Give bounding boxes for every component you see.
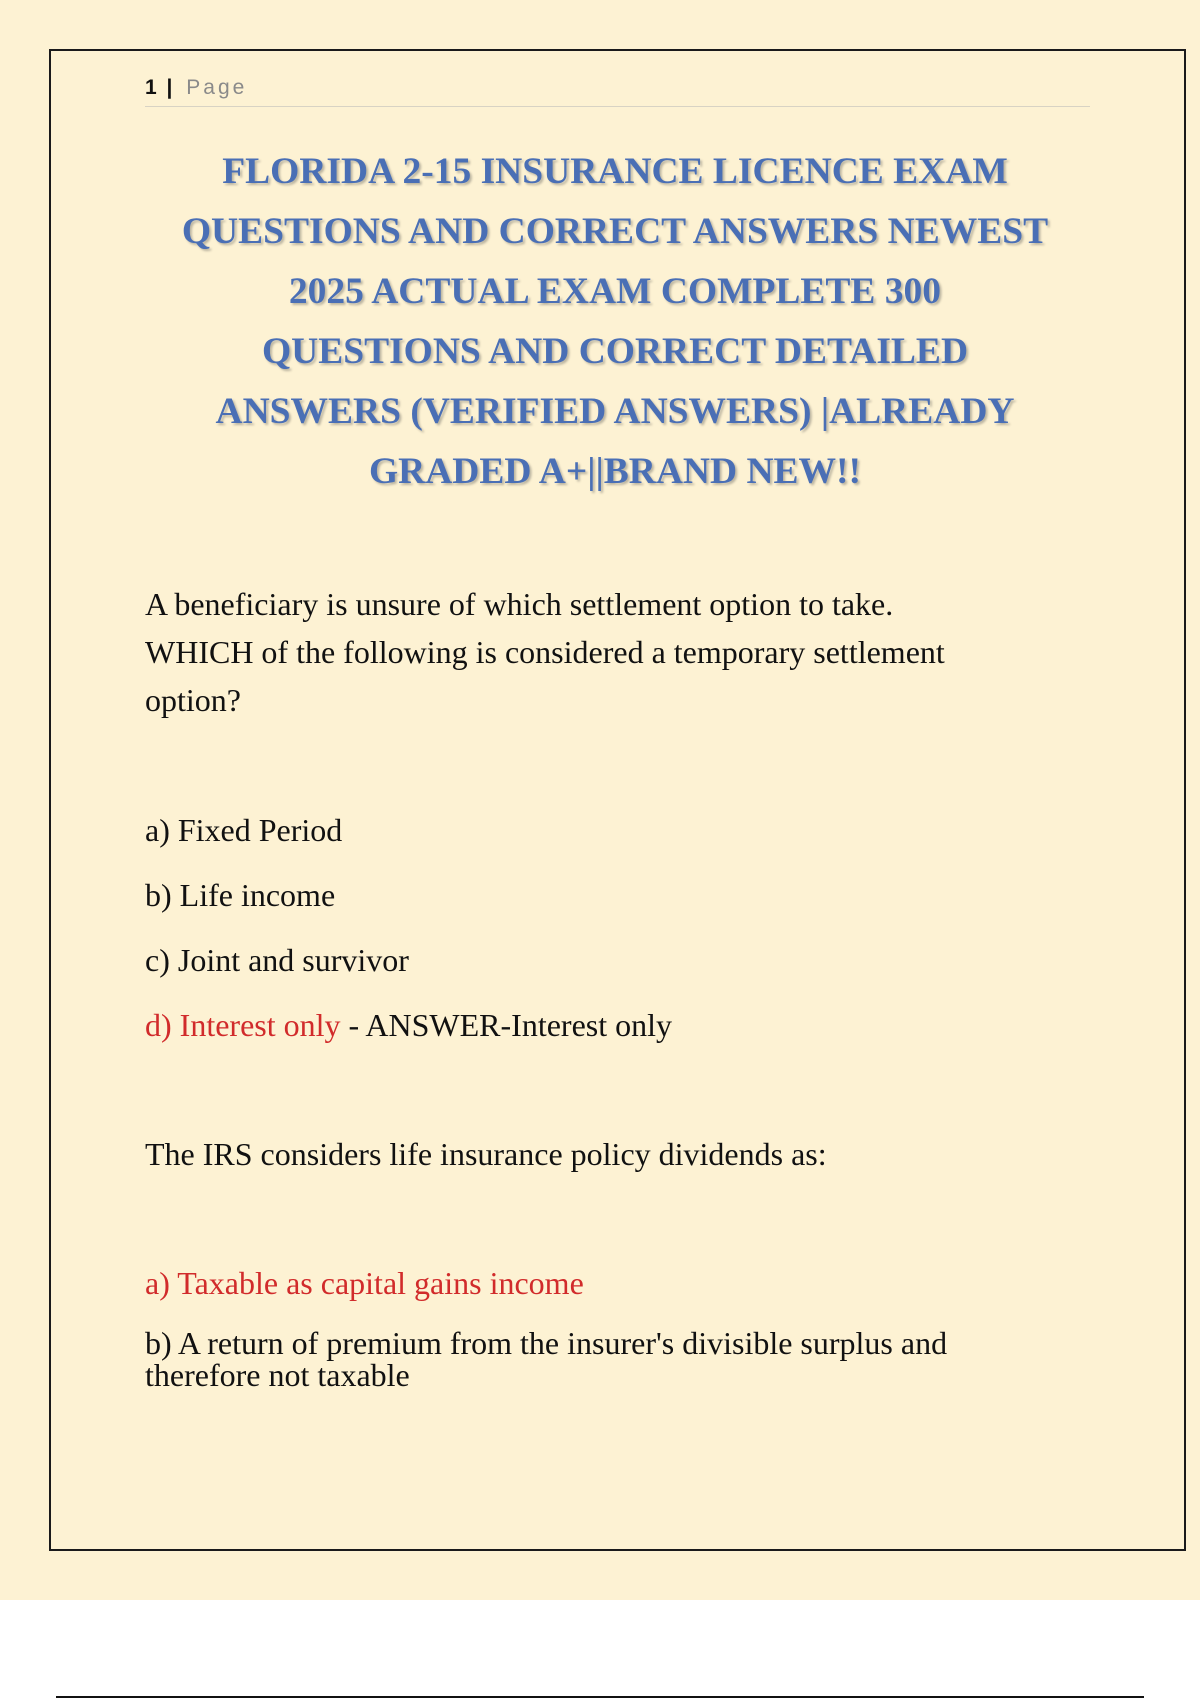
title-line: QUESTIONS AND CORRECT ANSWERS NEWEST <box>181 211 1049 252</box>
question-1-option-d <box>145 1005 1090 1045</box>
question-1-option-a: a) Fixed Period <box>145 812 343 848</box>
answer-text: - ANSWER-Interest only <box>340 1007 672 1043</box>
question-2-text: The IRS considers life insurance policy dividends as: <box>145 1136 827 1172</box>
option-line: b) A return of premium from the insurer's divisible surplus and <box>145 1325 948 1361</box>
question-2-option-b <box>145 1323 1090 1397</box>
question-line: option? <box>145 682 241 718</box>
question-2-option-a: a) Taxable as capital gains income <box>145 1265 584 1301</box>
question-line: WHICH of the following is considered a temporary settlement <box>145 634 945 670</box>
page-number: 1 <box>145 76 158 99</box>
question-line: A beneficiary is unsure of which settlement option to take. <box>145 586 894 622</box>
question-1-option-c: c) Joint and survivor <box>145 942 409 978</box>
footer-divider <box>56 1696 1144 1698</box>
title-line: ANSWERS (VERIFIED ANSWERS) |ALREADY <box>215 391 1015 432</box>
question-1-option-b: b) Life income <box>145 877 336 913</box>
page-header-separator: | <box>166 76 174 99</box>
title-line: QUESTIONS AND CORRECT DETAILED <box>261 331 969 372</box>
title-line: FLORIDA 2-15 INSURANCE LICENCE EXAM <box>222 151 1008 192</box>
page-header <box>145 74 1090 107</box>
document-title <box>140 142 1090 502</box>
title-line: 2025 ACTUAL EXAM COMPLETE 300 <box>288 271 942 312</box>
option-line: therefore not taxable <box>145 1357 410 1393</box>
title-line: GRADED A+||BRAND NEW!! <box>368 451 862 492</box>
answer-option-highlight: d) Interest only <box>145 1007 341 1043</box>
page-label: Page <box>186 76 248 99</box>
question-1-text <box>145 580 1090 724</box>
